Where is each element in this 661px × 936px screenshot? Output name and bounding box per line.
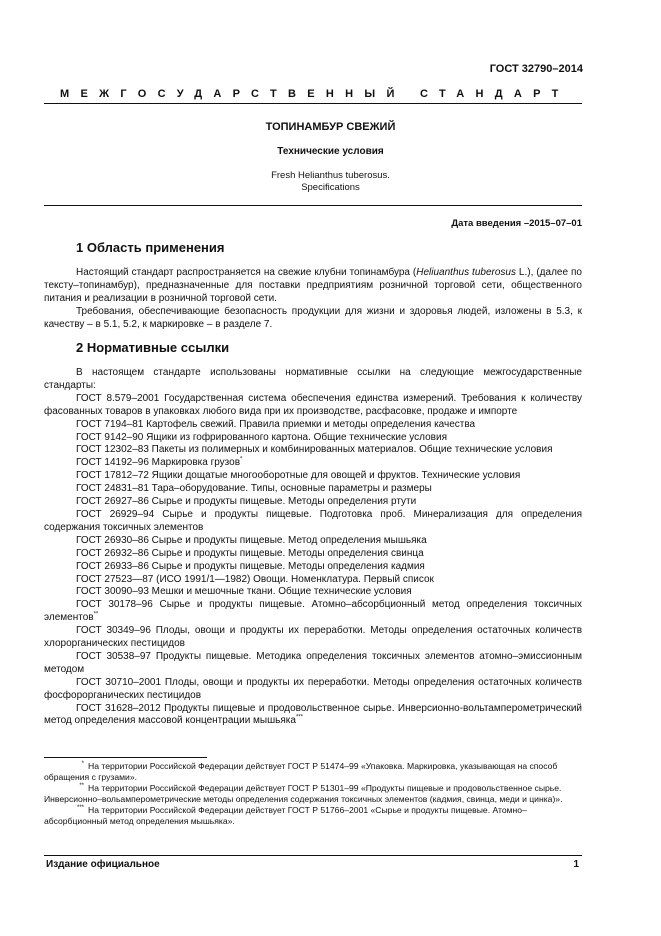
section2-heading: 2 Нормативные ссылки: [76, 340, 230, 355]
para1-after: L.), (далее по тексту–топинамбур), предназначенные для поставки предприятиям розничной торговой сети, общественного питания и реализации в розничной торговой сети.: [44, 267, 582, 304]
footnote-mark: ***: [76, 805, 84, 812]
title-rule: [44, 205, 582, 206]
reference-item: [44, 444, 582, 457]
para2-text: Требования, обеспечивающие безопасность продукции для жизни и здоровья людей, изложены в 5.3, к качеству – в 5.1, 5.2, к маркировке – в разделе 7.: [44, 306, 582, 330]
footnote-marker: **: [93, 611, 99, 618]
document-title: ТОПИНАМБУР СВЕЖИЙ: [265, 121, 396, 133]
english-title: [0, 170, 661, 194]
footnotes: [44, 761, 582, 827]
reference-text: ГОСТ 30349–96 Плоды, овощи и продукты их переработки. Методы определения остаточных количеств хлорорганических пестицидов: [44, 625, 582, 650]
references-list: [44, 367, 582, 728]
section1-heading: 1 Область применения: [76, 240, 225, 255]
reference-item: [44, 548, 582, 561]
footnote-text: На территории Российской Федерации действует ГОСТ Р 51766–2001 «Сырье и продукты пищевые. Атомно–абсорбционный метод определения мышьяка».: [44, 805, 527, 826]
reference-text: ГОСТ 26932–86 Сырье и продукты пищевые. Методы определения свинца: [76, 547, 424, 559]
reference-item: [44, 393, 582, 419]
reference-item: [44, 651, 582, 677]
reference-item: [44, 625, 582, 651]
english-title-line2: Specifications: [301, 182, 360, 193]
reference-text: ГОСТ 12302–83 Пакеты из полимерных и комбинированных материалов. Общие технические условия: [76, 444, 553, 456]
reference-item: [44, 483, 582, 496]
reference-item: [44, 703, 582, 729]
section1-paragraph2: [44, 305, 582, 331]
reference-text: ГОСТ 30538–97 Продукты пищевые. Методика определения токсичных элементов атомно–эмиссионным методом: [44, 650, 582, 675]
reference-text: ГОСТ 31628–2012 Продукты пищевые и продовольственное сырье. Инверсионно-вольтамперометрический метод определения массовой концентрации мышьяка: [44, 702, 582, 727]
footnote-text: На территории Российской Федерации действует ГОСТ Р 51301–99 «Продукты пищевые и продовольственное сырье. Инверсионно–вольамперометрические методы определения содержания токсичных элементов (кадмия, свинца, меди и цинка)».: [44, 783, 563, 804]
reference-item: [44, 432, 582, 445]
references-intro: В настоящем стандарте использованы нормативные ссылки на следующие межгосударственные стандарты:: [44, 367, 582, 391]
reference-item: [44, 599, 582, 625]
reference-text: ГОСТ 30090–93 Мешки и мешочные ткани. Общие технические условия: [76, 586, 412, 598]
reference-text: ГОСТ 26927–86 Сырье и продукты пищевые. Методы определения ртути: [76, 496, 417, 508]
reference-text: ГОСТ 8.579–2001 Государственная система обеспечения единства измерений. Требования к количеству фасованных товаров в упаковках любого вида при их производстве, расфасовке, продаже и импорте: [44, 392, 582, 417]
reference-text: ГОСТ 26929–94 Сырье и продукты пищевые. Подготовка проб. Минерализация для определения содержания токсичных элементов: [44, 508, 582, 533]
reference-text: ГОСТ 14192–96 Маркировка грузов: [76, 457, 241, 469]
reference-text: ГОСТ 9142–90 Ящики из гофрированного картона. Общие технические условия: [76, 431, 447, 443]
reference-item: [44, 535, 582, 548]
footnote-marker: ***: [295, 715, 303, 722]
reference-text: ГОСТ 26933–86 Сырье и продукты пищевые. Методы определения кадмия: [76, 560, 425, 572]
reference-item: [44, 677, 582, 703]
footnote-mark: *: [81, 761, 84, 768]
edition-label: Издание официальное: [46, 859, 160, 870]
reference-text: ГОСТ 7194–81 Картофель свежий. Правила приемки и методы определения качества: [76, 418, 476, 430]
footnote-text: На территории Российской Федерации действует ГОСТ Р 51474–99 «Упаковка. Маркировка, указывающая на способ обращения с грузами».: [44, 761, 558, 782]
footnote-rule: [44, 757, 207, 758]
document-subtitle: Технические условия: [277, 146, 384, 157]
para1-before: Настоящий стандарт распространяется на свежие клубни топинамбура (: [76, 267, 417, 278]
english-title-line1: Fresh Helianthus tuberosus.: [271, 170, 390, 181]
latin-name: Heliuanthus tuberosus: [416, 267, 516, 278]
reference-text: ГОСТ 17812–72 Ящики дощатые многооборотные для овощей и фруктов. Технические условия: [76, 470, 521, 482]
reference-text: ГОСТ 27523—87 (ИСО 1991/1—1982) Овощи. Номенклатура. Первый список: [76, 573, 434, 585]
footnote: [44, 761, 582, 783]
reference-item: [44, 457, 582, 470]
reference-item: [44, 561, 582, 574]
reference-item: [44, 470, 582, 483]
gost-number: ГОСТ 32790–2014: [489, 63, 583, 75]
header-rule: [44, 103, 582, 104]
reference-text: ГОСТ 30710–2001 Плоды, овощи и продукты их переработки. Методы определения остаточных количеств фосфорорганических пестицидов: [44, 676, 582, 701]
reference-item: [44, 586, 582, 599]
footnote-marker: *: [240, 457, 243, 464]
footnote: [44, 805, 582, 827]
reference-item: [44, 574, 582, 587]
reference-text: ГОСТ 26930–86 Сырье и продукты пищевые. Метод определения мышьяка: [76, 534, 427, 546]
standard-banner: МЕЖГОСУДАРСТВЕННЫЙ СТАНДАРТ: [60, 88, 570, 100]
footnote-mark: **: [79, 783, 84, 790]
footnote: [44, 783, 582, 805]
reference-text: ГОСТ 30178–96 Сырье и продукты пищевые. Атомно–абсорбционный метод определения токсичных элементов: [44, 599, 582, 624]
introduction-date: Дата введения –2015–07–01: [451, 218, 582, 229]
reference-item: [44, 496, 582, 509]
references-items: [44, 393, 582, 729]
reference-item: [44, 509, 582, 535]
footer-rule: [44, 855, 582, 856]
reference-text: ГОСТ 24831–81 Тара–оборудование. Типы, основные параметры и размеры: [76, 483, 432, 495]
section1-paragraph1: [44, 266, 582, 305]
reference-item: [44, 419, 582, 432]
page-number: 1: [573, 859, 579, 870]
